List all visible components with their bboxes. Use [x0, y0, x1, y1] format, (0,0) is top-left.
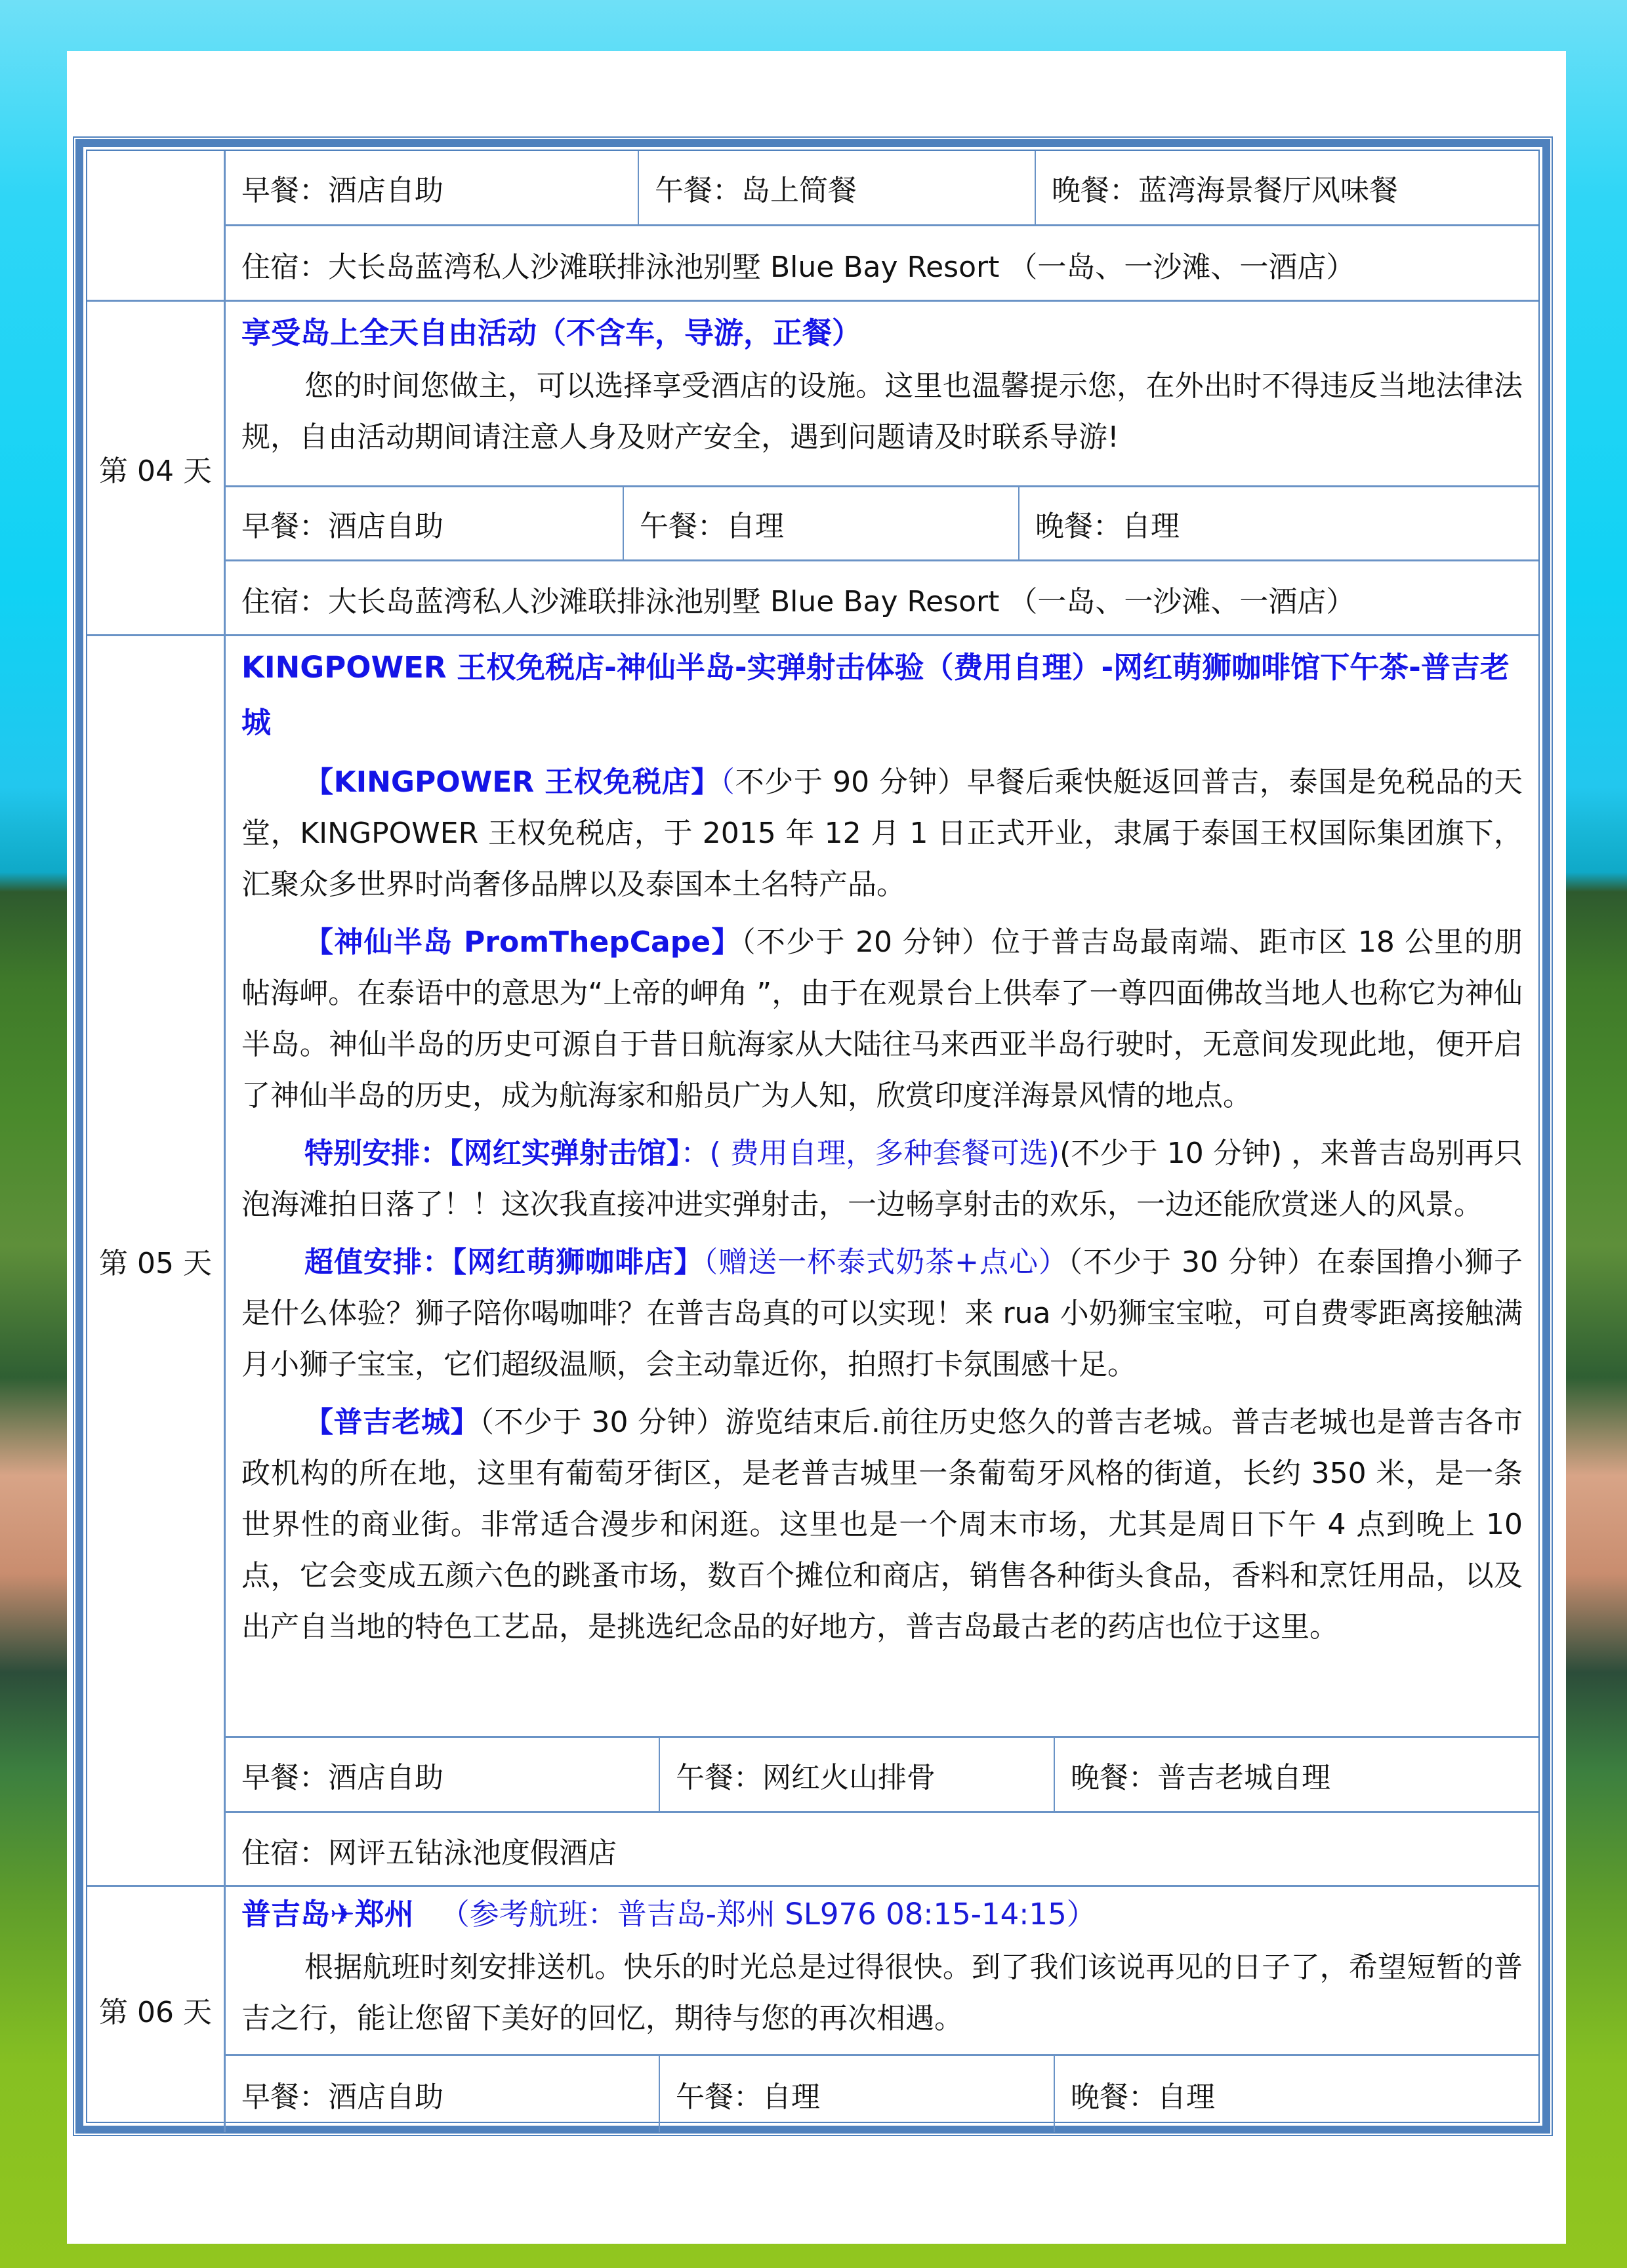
day3-meals [226, 151, 1538, 226]
section-promthep-cape: 【神仙半岛 PromThepCape】（不少于 20 分钟）位于普吉岛最南端、距市区 18 公里的朋帖海岬。在泰语中的意思为“上帝的岬角 ”，由于在观景台上供奉了一尊四面佛故当地人也称它为神仙半岛。神仙半岛的历史可源自于昔日航海家从大陆往马来西亚半岛行驶时，无意间发现此地，便开启了神仙半岛的历史，成为航海家和船员广为人知，欣赏印度洋海景风情的地点。 [241, 925, 1523, 1112]
day6-paragraph: 根据航班时刻安排送机。快乐的时光总是过得很快。到了我们该说再见的日子了，希望短暂的普吉之行，能让您留下美好的回忆，期待与您的再次相遇。 [241, 1951, 1523, 2035]
dinner-cell: 晚餐：普吉老城自理 [1071, 1760, 1330, 1794]
breakfast-cell: 早餐：酒店自助 [226, 1738, 660, 1811]
day4-hotel: 住宿：大长岛蓝湾私人沙滩联排泳池别墅 Blue Bay Resort （一岛、一沙滩、一酒店） [241, 585, 1355, 618]
day6-meals [226, 2056, 1538, 2132]
day4-description [226, 302, 1538, 487]
day3-row [87, 151, 1538, 302]
day6-description [226, 1887, 1538, 2056]
day4-paragraph: 您的时间您做主，可以选择享受酒店的设施。这里也温馨提示您，在外出时不得违反当地法律法规，自由活动期间请注意人身及财产安全，遇到问题请及时联系导游! [241, 369, 1523, 454]
section-heading: 【KINGPOWER 王权免税店】 [304, 765, 720, 799]
lunch-cell: 午餐：自理 [624, 487, 1019, 559]
day4-row [87, 302, 1538, 636]
day3-label-cell [87, 151, 226, 300]
day5-row [87, 636, 1538, 1887]
section-lion-cafe: 超值安排：【网红萌狮咖啡店】（赠送一杯泰式奶茶+点心）（不少于 30 分钟）在泰国撸小狮子是什么体验？狮子陪你喝咖啡？在普吉岛真的可以实现！来 rua 小奶狮宝宝啦，可自费零距离接触满月小狮子宝宝，它们超级温顺，会主动靠近你，拍照打卡氛围感十足。 [241, 1245, 1523, 1381]
itinerary-page [67, 51, 1566, 2244]
breakfast-cell: 早餐：酒店自助 [226, 151, 639, 224]
section-heading: 【普吉老城】 [304, 1406, 480, 1439]
lunch-cell: 午餐：网红火山排骨 [660, 1738, 1055, 1811]
section-heading: 超值安排：【网红萌狮咖啡店】 [304, 1245, 704, 1279]
breakfast-cell: 早餐：酒店自助 [226, 487, 624, 559]
flight-note: （参考航班：普吉岛-郑州 SL976 08:15-14:15） [440, 1897, 1096, 1932]
lunch-cell: 午餐：自理 [660, 2056, 1055, 2132]
lunch-cell: 午餐：岛上简餐 [639, 151, 1036, 224]
day5-description [226, 636, 1538, 1738]
day5-title: KINGPOWER 王权免税店-神仙半岛-实弹射击体验（费用自理）-网红萌狮咖啡馆下午茶-普吉老城 [241, 650, 1510, 740]
section-kingpower: 【KINGPOWER 王权免税店】（不少于 90 分钟）早餐后乘快艇返回普吉，泰国是免税品的天堂，KINGPOWER 王权免税店，于 2015 年 12 月 1 日正式开业，隶属于泰国王权国际集团旗下，汇聚众多世界时尚奢侈品牌以及泰国本土名特产品。 [241, 765, 1523, 901]
day6-row [87, 1887, 1538, 2132]
section-heading: 【神仙半岛 PromThepCape】 [304, 925, 741, 959]
section-old-town: 【普吉老城】（不少于 30 分钟）游览结束后.前往历史悠久的普吉老城。普吉老城也是普吉各市政机构的所在地，这里有葡萄牙街区，是老普吉城里一条葡萄牙风格的街道，长约 350 米，是一条世界性的商业街。非常适合漫步和闲逛。这里也是一个周末市场，尤其是周日下午 4 点到晚上 10 点，它会变成五颜六色的跳蚤市场，数百个摊位和商店，销售各种街头食品，香料和烹饪用品，以及出产自当地的特色工艺品，是挑选纪念品的好地方，普吉岛最古老的药店也位于这里。 [241, 1406, 1523, 1644]
day4-label: 第 04 天 [87, 302, 226, 634]
day4-title: 享受岛上全天自由活动（不含车，导游，正餐） [241, 315, 862, 350]
day5-hotel: 住宿：网评五钻泳池度假酒店 [241, 1836, 617, 1870]
day6-title: 普吉岛✈郑州 （参考航班：普吉岛-郑州 SL976 08:15-14:15） [241, 1897, 1096, 1932]
section-shooting-range: 特别安排：【网红实弹射击馆】：( 费用自理，多种套餐可选)(不少于 10 分钟) ，来普吉岛别再只泡海滩拍日落了！！这次我直接冲进实弹射击，一边畅享射击的欢乐，一边还能欣赏迷人的风景。 [241, 1137, 1523, 1221]
day5-meals [226, 1738, 1538, 1813]
day6-label: 第 06 天 [87, 1887, 226, 2132]
day5-label: 第 05 天 [87, 636, 226, 1885]
day3-hotel: 住宿：大长岛蓝湾私人沙滩联排泳池别墅 Blue Bay Resort （一岛、一沙滩、一酒店） [241, 250, 1355, 284]
dinner-cell: 晚餐：蓝湾海景餐厅风味餐 [1052, 174, 1398, 207]
dinner-cell: 晚餐：自理 [1035, 510, 1180, 543]
day4-meals [226, 487, 1538, 561]
section-heading: 特别安排：【网红实弹射击馆】 [304, 1137, 681, 1170]
breakfast-cell: 早餐：酒店自助 [226, 2056, 660, 2132]
itinerary-table [75, 139, 1550, 2134]
dinner-cell: 晚餐：自理 [1071, 2080, 1215, 2114]
